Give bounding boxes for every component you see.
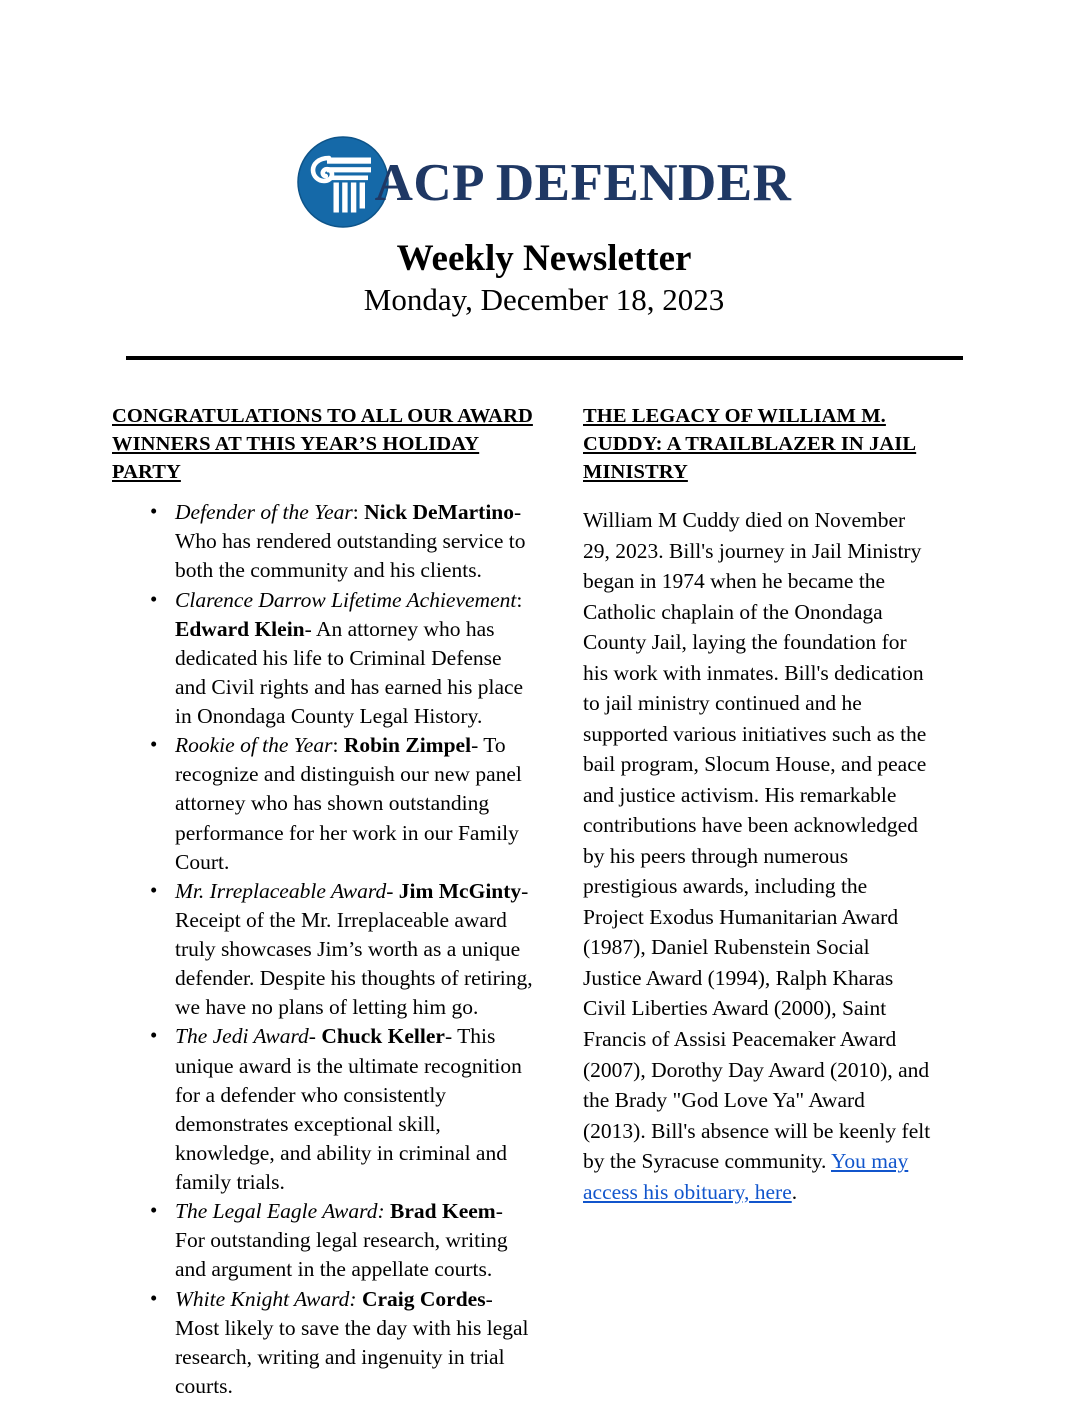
award-recipient: Nick DeMartino [364, 500, 514, 525]
award-separator: : [352, 500, 365, 525]
obituary-body [583, 505, 931, 1207]
award-list-item [112, 1022, 537, 1197]
obituary-text-after-link: . [791, 1179, 798, 1204]
award-description: - Who has rendered outstanding service to both the community and his clients. [175, 500, 526, 583]
award-winners-list [112, 498, 537, 1401]
award-separator: - [386, 878, 399, 903]
award-recipient: Robin Zimpel [343, 733, 472, 758]
award-recipient: Edward Klein [175, 616, 305, 641]
award-description: - Most likely to save the day with his legal research, writing and ingenuity in trial courts. [175, 1286, 529, 1398]
awards-section-heading: CONGRATULATIONS TO ALL OUR AWARD WINNERS AT THIS YEAR’S HOLIDAY PARTY [112, 405, 533, 484]
award-title: Clarence Darrow Lifetime Achievement [175, 587, 517, 612]
masthead [0, 0, 1088, 318]
award-separator: : [516, 587, 523, 612]
award-title: Mr. Irreplaceable Award [175, 878, 387, 903]
header-divider [126, 356, 963, 360]
award-title: The Legal Eagle Award: [175, 1199, 385, 1224]
obituary-text-before-link: William M Cuddy died on November 29, 2023. Bill's journey in Jail Ministry began in 1974 when he became the Catholic chaplain of the Onondaga County Jail, laying the foundation for his work with inmates. Bill's dedication to jail ministry continued and he supported various initiatives such as the bail program, Slocum House, and peace and justice activism. His remarkable contributions have been acknowledged by his peers through numerous prestigious awards, including the Project Exodus Humanitarian Award (1987), Daniel Rubenstein Social Justice Award (1994), Ralph Kharas Civil Liberties Award (2000), Saint Francis of Assisi Peacemaker Award (2007), Dorothy Day Award (2010), and the Brady "God Love Ya" Award (2013). Bill's absence will be keenly felt by the Syracuse community. [583, 508, 931, 1174]
obituary-section-heading: THE LEGACY OF WILLIAM M. CUDDY: A TRAILBLAZER IN JAIL MINISTRY [583, 405, 917, 484]
award-description: - For outstanding legal research, writing and argument in the appellate courts. [175, 1199, 508, 1282]
left-column [112, 402, 537, 1401]
award-description: - An attorney who has dedicated his life to Criminal Defense and Civil rights and has earned his place in Onondaga County Legal History. [175, 616, 524, 729]
award-list-item [112, 586, 537, 732]
obituary-link[interactable]: You may access his obituary, here [583, 1149, 909, 1204]
masthead-subtitle: Weekly Newsletter [396, 238, 692, 279]
award-recipient: Brad Keem [390, 1199, 496, 1224]
award-description: - Receipt of the Mr. Irreplaceable award truly showcases Jim’s worth as a unique defender. Despite his thoughts of retiring, we have no plans of letting him go. [175, 878, 533, 1020]
masthead-date: Monday, December 18, 2023 [363, 282, 725, 318]
award-description: - To recognize and distinguish our new panel attorney who has shown outstanding performance for her work in our Family Court. [175, 733, 522, 874]
award-separator: - [308, 1024, 322, 1049]
award-recipient: Jim McGinty [398, 878, 522, 903]
award-list-item [112, 731, 537, 877]
award-recipient: Craig Cordes [361, 1286, 486, 1311]
masthead-title-row [0, 130, 1088, 236]
award-separator: : [332, 733, 344, 758]
award-title: White Knight Award: [175, 1286, 357, 1311]
award-title: The Jedi Award [175, 1024, 309, 1049]
award-title: Rookie of the Year [175, 733, 333, 758]
content-columns [0, 402, 1088, 1401]
right-column [583, 402, 931, 1207]
award-list-item [112, 877, 537, 1023]
award-recipient: Chuck Keller [321, 1024, 445, 1049]
masthead-title: ACP DEFENDER [374, 153, 792, 212]
award-list-item [112, 498, 537, 585]
award-list-item [112, 1285, 537, 1402]
award-title: Defender of the Year [175, 500, 353, 525]
award-list-item [112, 1197, 537, 1284]
award-description: - This unique award is the ultimate recognition for a defender who consistently demonstrates exceptional skill, knowledge, and ability in criminal and family trials. [175, 1024, 522, 1195]
